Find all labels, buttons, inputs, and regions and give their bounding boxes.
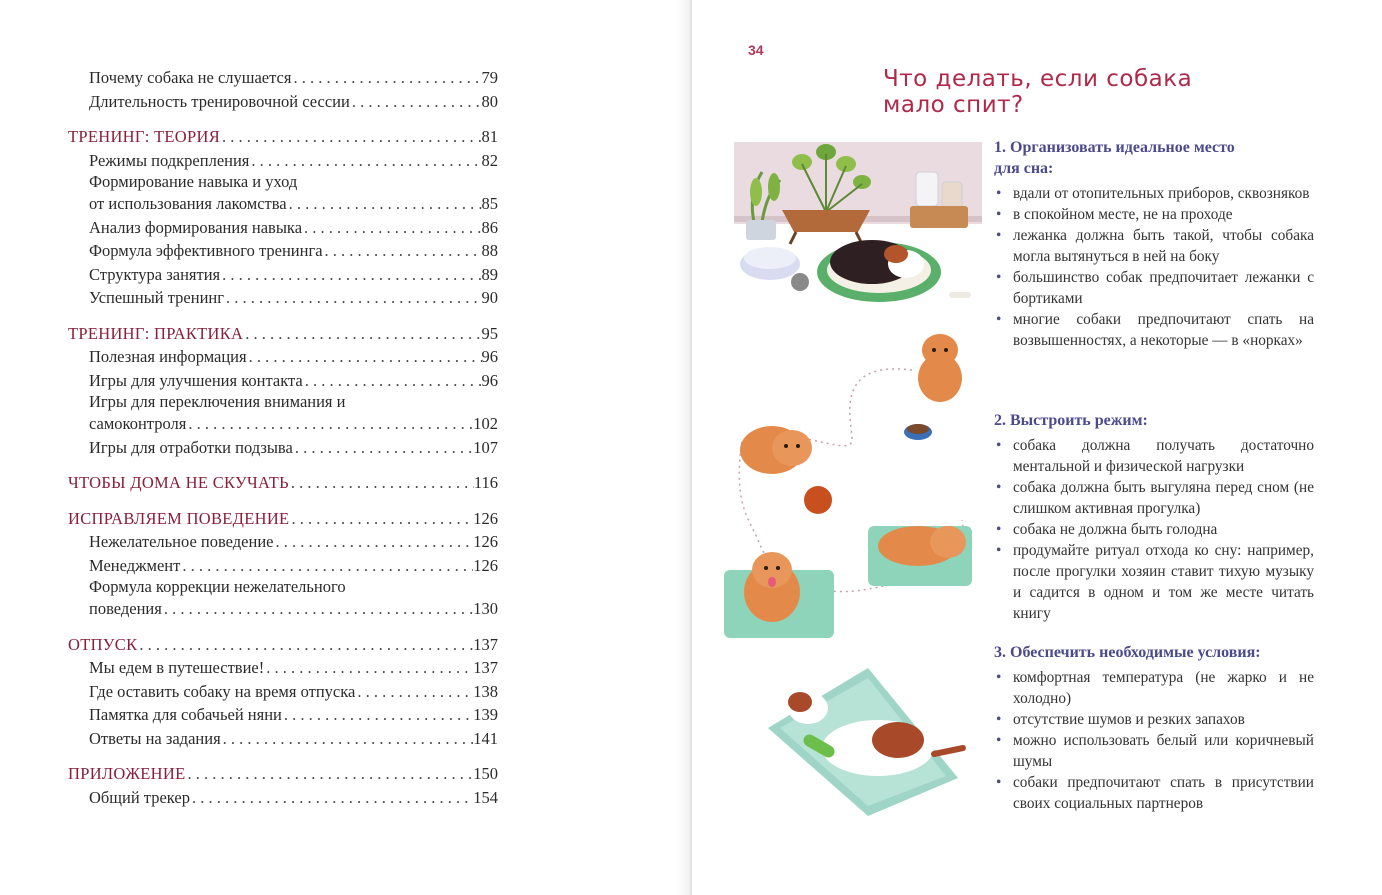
- food-shape: [907, 424, 929, 434]
- toc-page-number: 82: [481, 150, 498, 170]
- toc-leader-dots: [162, 597, 473, 621]
- toc-page-number: 130: [473, 599, 498, 618]
- page-title-line-2: мало спит?: [883, 92, 1024, 118]
- section-heading-line-2: для сна:: [994, 160, 1054, 177]
- toc-entry-text: Длительность тренировочной сессии: [89, 91, 350, 111]
- toc-page-number: 137: [473, 634, 498, 654]
- pot-shape: [782, 210, 870, 232]
- leaf-shape: [853, 175, 871, 189]
- toc-entry-text-first-line: Формула коррекции нежелательного: [89, 577, 346, 596]
- toc-entry-text: Менеджмент: [89, 555, 181, 575]
- toc-leader-dots: [323, 239, 482, 263]
- toc-entry-text: Где оставить собаку на время отпуска: [89, 681, 356, 701]
- toc-page-number: 137: [473, 658, 498, 677]
- toc-entry[interactable]: [68, 286, 498, 310]
- toc-entry[interactable]: [68, 656, 498, 680]
- toc-page-number: 85: [481, 194, 498, 213]
- toc-page-number: 88: [481, 241, 498, 260]
- toc-entry-text-first-line: Формирование навыка и уход: [89, 172, 298, 191]
- dog-patch-shape: [872, 722, 924, 758]
- leaf-shape: [792, 154, 812, 170]
- toc-entry[interactable]: [68, 680, 498, 704]
- toc-entry-text-first-line: Игры для переключения внимания и: [89, 392, 346, 411]
- toc-section: [68, 66, 498, 113]
- puppy-eye-shape: [776, 566, 780, 570]
- toc-entry[interactable]: [68, 786, 498, 810]
- pot-shape: [746, 220, 776, 240]
- toc-page-number: 95: [481, 323, 498, 343]
- toc-leader-dots: [302, 216, 481, 240]
- toc-heading-text: ИСПРАВЛЯЕМ ПОВЕДЕНИЕ: [68, 508, 290, 528]
- toc-page-number: 81: [481, 127, 498, 146]
- toc-leader-dots: [291, 66, 481, 90]
- toc-entry[interactable]: [68, 727, 498, 751]
- toc-entry-text: Анализ формирования навыка: [89, 217, 303, 237]
- toc-entry[interactable]: [68, 703, 498, 727]
- page-number: 34: [748, 42, 764, 58]
- bullet-list: [994, 183, 1314, 351]
- toc-leader-dots: [293, 436, 473, 460]
- toc-entry[interactable]: [68, 90, 498, 114]
- puppy-eye-shape: [784, 444, 788, 448]
- list-item: • многие собаки предпочитают спать на возвышенностях, а некоторые — в «норках»: [994, 309, 1314, 351]
- toc-page-number: 86: [481, 217, 498, 237]
- section-routine: [994, 410, 1314, 624]
- toc-leader-dots: [243, 322, 481, 346]
- section-heading-line-1: 3. Обеспечить необходимые условия:: [994, 644, 1261, 661]
- puppy-eye-shape: [796, 444, 800, 448]
- toc-heading-text: ЧТОБЫ ДОМА НЕ СКУЧАТЬ: [68, 473, 289, 492]
- dog-tail-shape: [934, 748, 963, 754]
- toc-page-number: 138: [473, 681, 498, 701]
- toc-leader-dots: [186, 412, 473, 436]
- dog-ear-shape: [788, 692, 812, 712]
- section-sleep-place: [994, 137, 1314, 351]
- bone-shape: [949, 292, 971, 298]
- section-heading: [994, 410, 1314, 431]
- toc-leader-dots: [303, 369, 482, 393]
- toc-page-number: 96: [481, 347, 498, 366]
- toc-section: [68, 471, 498, 495]
- toc-entry-text: от использования лакомства: [89, 194, 287, 213]
- toc-leader-dots: [287, 192, 482, 216]
- toc-entry[interactable]: [68, 239, 498, 263]
- toc-entry-text: Игры для улучшения контакта: [89, 370, 303, 390]
- toc-page-number: 154: [473, 787, 498, 807]
- toc-page-number: 150: [473, 764, 498, 783]
- toc-entry[interactable]: [68, 192, 498, 216]
- toc-entry-text: Ответы на задания: [89, 728, 221, 748]
- section-heading-line-1: 2. Выстроить режим:: [994, 412, 1148, 429]
- puppy-eye-shape: [764, 566, 768, 570]
- dog-ear-shape: [884, 245, 908, 263]
- toc-leader-dots: [220, 125, 481, 149]
- toc-page-number: 79: [481, 68, 498, 87]
- jar-shape: [942, 182, 962, 208]
- toc-leader-dots: [249, 149, 481, 173]
- list-item: • собака должна быть выгуляна перед сном (не слишком активная прогулка): [994, 477, 1314, 519]
- list-item: • большинство собак предпочитает лежанки с бортиками: [994, 267, 1314, 309]
- toc-entry-text: поведения: [89, 599, 162, 618]
- toc-leader-dots: [224, 286, 482, 310]
- toc-entry-text: Нежелательное поведение: [89, 532, 274, 551]
- list-item: • отсутствие шумов и резких запахов: [994, 709, 1314, 730]
- puppy-sleep-cycle-illustration: [722, 330, 984, 642]
- list-item: • лежанка должна быть такой, чтобы собака могла вытянуться в ней на боку: [994, 225, 1314, 267]
- toc-section: [68, 125, 498, 310]
- list-item: • комфортная температура (не жарко и не холодно): [994, 667, 1314, 709]
- toc-entry-text: Структура занятия: [89, 264, 221, 284]
- list-item: • продумайте ритуал отхода ко сну: например, после прогулки хозяин ставит тихую музыку и садится в одном и том же месте читать книгу: [994, 540, 1314, 624]
- toc-page-number: 126: [473, 508, 498, 528]
- section-heading: [994, 137, 1314, 179]
- toc-section-heading[interactable]: [68, 125, 498, 149]
- section-heading: [994, 642, 1314, 663]
- bullet-list: [994, 667, 1314, 814]
- toc-page-number: 80: [481, 91, 498, 111]
- toc-page-number: 107: [473, 437, 498, 457]
- toc-page-number: 126: [473, 532, 498, 551]
- toc-leader-dots: [190, 786, 473, 810]
- page-title-line-1: Что делать, если собака: [883, 66, 1193, 92]
- toc-entry-text: самоконтроля: [89, 414, 187, 433]
- toc-entry-text: Почему собака не слушается: [89, 68, 292, 87]
- toc-section-heading[interactable]: [68, 633, 498, 657]
- toc-section-heading[interactable]: [68, 507, 498, 531]
- toc-entry[interactable]: [68, 597, 498, 621]
- toc-heading-text: ТРЕНИНГ: ТЕОРИЯ: [68, 127, 221, 146]
- pot-leg-shape: [790, 232, 796, 244]
- table-of-contents: [68, 66, 498, 821]
- toc-entry[interactable]: [68, 369, 498, 393]
- puppy-tongue-shape: [768, 577, 776, 587]
- toc-leader-dots: [221, 727, 474, 751]
- spiky-ball-shape: [804, 486, 832, 514]
- toc-page-number: 96: [481, 370, 498, 390]
- toc-entry-text: Мы едем в путешествие!: [89, 658, 265, 677]
- toc-page-number: 141: [473, 728, 498, 748]
- toc-entry[interactable]: [68, 345, 498, 369]
- dog-on-mat-with-toy-illustration: [758, 668, 970, 818]
- toc-entry[interactable]: [68, 149, 498, 173]
- toc-leader-dots: [137, 633, 473, 657]
- ball-shape: [791, 273, 809, 291]
- toc-entry-text: Игры для отработки подзыва: [89, 437, 293, 457]
- toc-section: [68, 762, 498, 809]
- list-item: • можно использовать белый или коричневый шумы: [994, 730, 1314, 772]
- list-item: • собака не должна быть голодна: [994, 519, 1314, 540]
- toc-leader-dots: [220, 263, 481, 287]
- leaf-shape: [836, 156, 856, 172]
- toc-entry-text: Общий трекер: [89, 787, 190, 807]
- puppy-head-shape: [930, 526, 966, 558]
- toc-page-number: 126: [473, 555, 498, 575]
- box-shape: [910, 206, 968, 228]
- toc-entry[interactable]: [68, 412, 498, 436]
- bullet-list: [994, 435, 1314, 624]
- puppy-eye-shape: [944, 348, 948, 352]
- toc-section: [68, 633, 498, 751]
- toc-section-heading[interactable]: [68, 322, 498, 346]
- leaf-shape: [750, 178, 762, 206]
- toc-entry[interactable]: [68, 263, 498, 287]
- toc-entry-text: Памятка для собачьей няни: [89, 705, 282, 724]
- toc-entry[interactable]: [68, 530, 498, 554]
- list-item: • в спокойном месте, не на проходе: [994, 204, 1314, 225]
- list-item: • собаки предпочитают спать в присутствии своих социальных партнеров: [994, 772, 1314, 814]
- toc-leader-dots: [350, 90, 482, 114]
- toc-page-number: 139: [473, 705, 498, 724]
- toc-entry-text: Полезная информация: [89, 347, 247, 366]
- toc-section: [68, 507, 498, 621]
- toc-entry[interactable]: [68, 216, 498, 240]
- toc-leader-dots: [273, 530, 473, 554]
- toc-page-number: 89: [481, 264, 498, 284]
- dog-sleeping-on-bed-scene-illustration: [734, 142, 984, 307]
- toc-heading-text: ПРИЛОЖЕНИЕ: [68, 764, 186, 783]
- toc-page-number: 90: [481, 288, 498, 307]
- puppy-head-shape: [922, 334, 958, 366]
- toc-entry-text: Режимы подкрепления: [89, 150, 250, 170]
- section-conditions: [994, 642, 1314, 814]
- toc-entry[interactable]: [68, 66, 498, 90]
- toc-entry[interactable]: [68, 554, 498, 578]
- cushion-top-shape: [744, 247, 796, 269]
- toc-page-number: 116: [473, 473, 498, 492]
- puppy-eye-shape: [932, 348, 936, 352]
- toc-leader-dots: [264, 656, 473, 680]
- toc-entry[interactable]: [68, 436, 498, 460]
- toc-leader-dots: [289, 507, 473, 531]
- toc-section-heading[interactable]: [68, 471, 498, 495]
- toc-heading-text: ОТПУСК: [68, 634, 138, 654]
- toc-entry-text: Формула эффективного тренинга: [89, 241, 323, 260]
- section-heading-line-1: 1. Организовать идеальное место: [994, 139, 1235, 156]
- toc-leader-dots: [247, 345, 482, 369]
- toc-heading-text: ТРЕНИНГ: ПРАКТИКА: [68, 323, 244, 343]
- leaf-shape: [768, 173, 780, 201]
- list-item: • собака должна получать достаточно ментальной и физической нагрузки: [994, 435, 1314, 477]
- page-title: [883, 66, 1303, 118]
- toc-section: [68, 322, 498, 460]
- toc-entry-text: Успешный тренинг: [89, 288, 224, 307]
- toc-section-heading[interactable]: [68, 762, 498, 786]
- toc-leader-dots: [185, 762, 473, 786]
- jar-shape: [916, 172, 938, 206]
- left-page: [0, 0, 690, 895]
- puppy-head-shape: [772, 430, 812, 466]
- toc-leader-dots: [180, 554, 473, 578]
- toc-leader-dots: [355, 680, 473, 704]
- toc-page-number: 102: [473, 414, 498, 433]
- list-item: • вдали от отопительных приборов, сквозняков: [994, 183, 1314, 204]
- toc-leader-dots: [282, 703, 473, 727]
- toc-leader-dots: [289, 471, 474, 495]
